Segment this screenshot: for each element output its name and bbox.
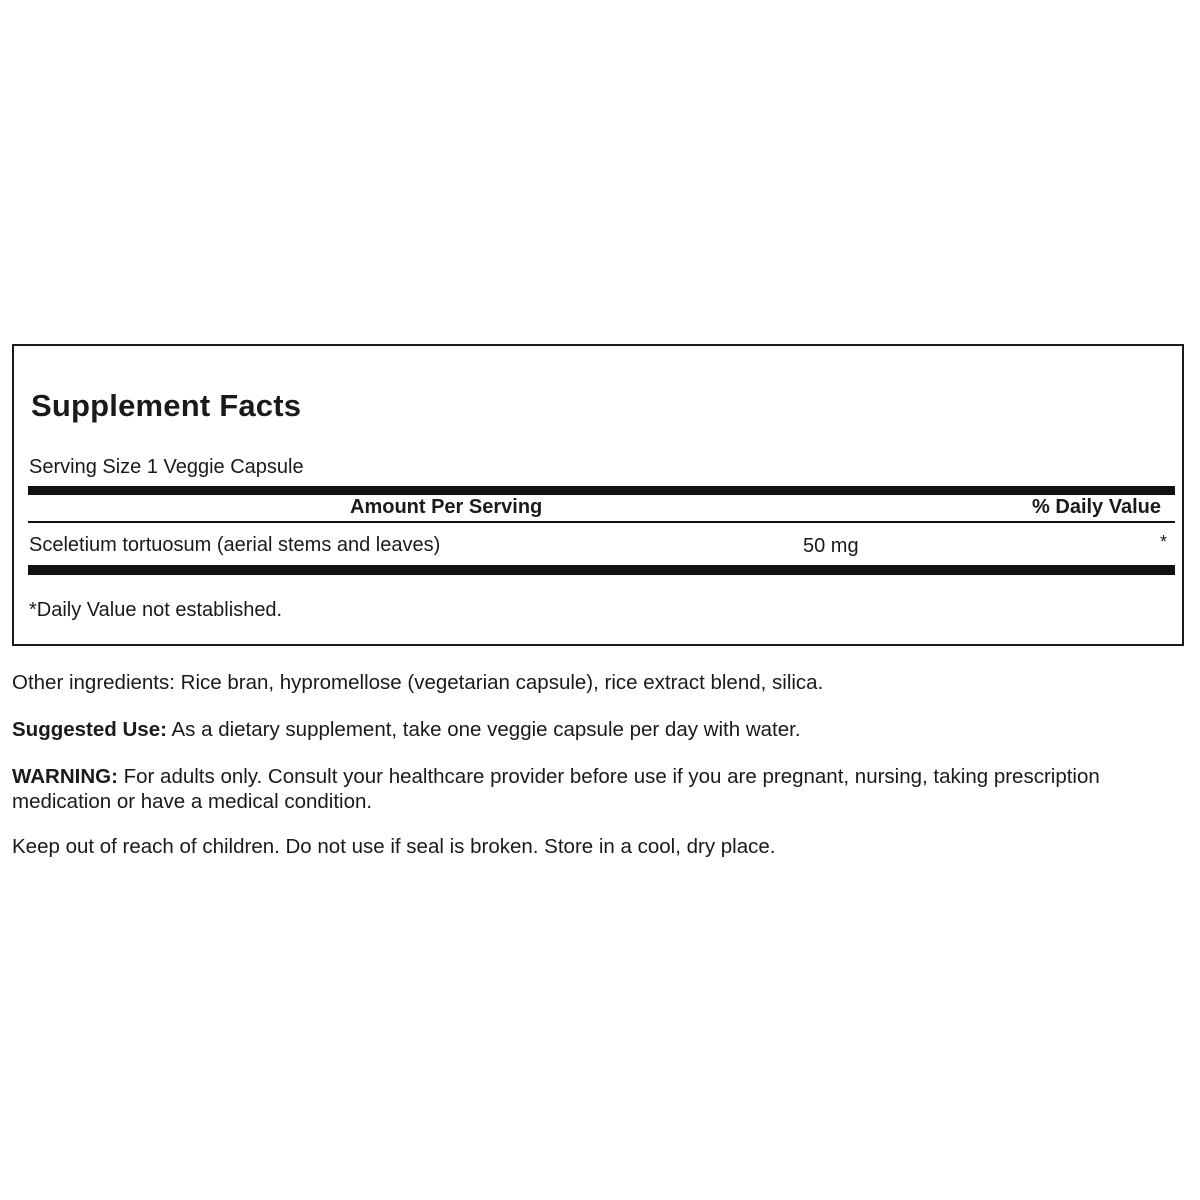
warning-label: WARNING:	[12, 765, 118, 788]
amount-per-serving-header: Amount Per Serving	[350, 496, 543, 518]
storage-instructions: Keep out of reach of children. Do not use if seal is broken. Store in a cool, dry place.	[12, 835, 776, 858]
thin-divider	[28, 521, 1175, 523]
supplement-facts-panel	[12, 344, 1184, 646]
serving-size: Serving Size 1 Veggie Capsule	[29, 456, 304, 478]
suggested-use-label: Suggested Use:	[12, 718, 167, 741]
thick-divider-bottom	[28, 565, 1175, 575]
ingredient-daily-value: *	[1159, 532, 1167, 552]
suggested-use-text: As a dietary supplement, take one veggie capsule per day with water.	[166, 718, 801, 741]
suggested-use	[12, 717, 801, 742]
warning	[12, 764, 1182, 814]
supplement-facts-title: Supplement Facts	[31, 388, 302, 423]
warning-text: For adults only. Consult your healthcare provider before use if you are pregnant, nursing, taking prescription medication or have a medical condition.	[12, 765, 1100, 813]
thick-divider-top	[28, 486, 1175, 495]
ingredient-name: Sceletium tortuosum (aerial stems and leaves)	[29, 534, 441, 556]
daily-value-header: % Daily Value	[1032, 496, 1161, 518]
daily-value-footnote: *Daily Value not established.	[29, 599, 283, 621]
other-ingredients: Other ingredients: Rice bran, hypromellose (vegetarian capsule), rice extract blend, silica.	[12, 671, 824, 694]
ingredient-amount: 50 mg	[803, 535, 859, 557]
